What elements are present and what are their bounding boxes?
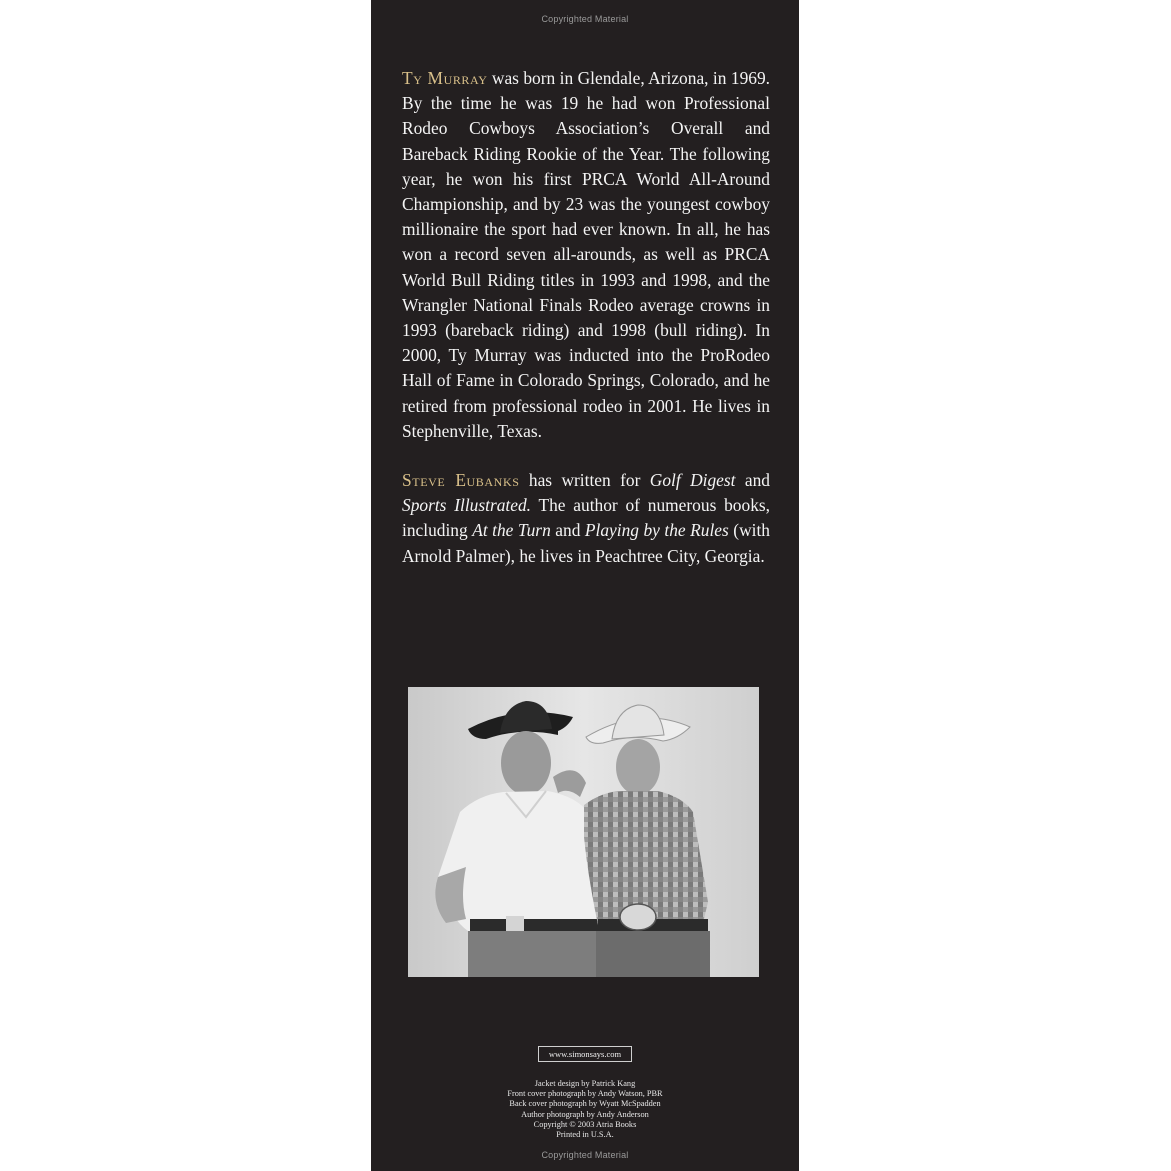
publisher-url: www.simonsays.com (538, 1046, 632, 1062)
credit-line: Jacket design by Patrick Kang (534, 1079, 636, 1088)
bio-steve-eubanks (402, 468, 770, 569)
credit-line: Front cover photograph by Andy Watson, PBR (507, 1089, 663, 1099)
bio-steve-text-2: and (735, 470, 770, 490)
author-photograph (408, 687, 759, 977)
bio-steve-text-3: The author of numerous books, including (402, 495, 770, 541)
bio-ty-murray (402, 66, 770, 444)
credit-line: Back cover photograph by Wyatt McSpadden (509, 1099, 661, 1109)
book-playing-by-the-rules: Playing by the Rules (584, 520, 729, 541)
credit-line: Author photograph by Andy Anderson (521, 1109, 649, 1119)
author-name-ty-murray: Ty Murray (402, 68, 488, 88)
bio-steve-text-5: (with Arnold Palmer), he lives in Peachtree City, Georgia. (402, 520, 770, 566)
watermark-top: Copyrighted Material (541, 14, 629, 24)
jacket-credits (371, 1079, 799, 1140)
book-at-the-turn: At the Turn (472, 520, 551, 541)
author-name-steve-eubanks: Steve Eubanks (402, 470, 520, 490)
credit-line: Printed in U.S.A. (556, 1130, 614, 1140)
bio-steve-text-1: has written for (519, 470, 650, 490)
bio-steve-text-4: and (550, 520, 585, 541)
watermark-bottom: Copyrighted Material (541, 1150, 629, 1160)
credit-line: Copyright © 2003 Atria Books (533, 1119, 637, 1129)
back-flap-panel (371, 0, 799, 1171)
publication-golf-digest: Golf Digest (649, 470, 736, 490)
bio-ty-murray-text: was born in Glendale, Arizona, in 1969. By the time he was 19 he had won Professional Rodeo Cowboys Association’s Overall and Bareback Riding Rookie of the Year. The following year, he won his first PRCA World All-Around Championship, and by 23 was the youngest cowboy millionaire the sport had ever known. In all, he has won a record seven all-arounds, as well as PRCA World Bull Riding titles in 1993 and 1998, and the Wrangler National Finals Rodeo average crowns in 1993 (bareback riding) and 1998 (bull riding). In 2000, Ty Murray was inducted into the ProRodeo Hall of Fame in Colorado Springs, Colorado, and he retired from professional rodeo in 2001. He lives in Stephenville, Texas. (402, 68, 771, 441)
publication-sports-illustrated: Sports Illustrated. (402, 495, 532, 516)
